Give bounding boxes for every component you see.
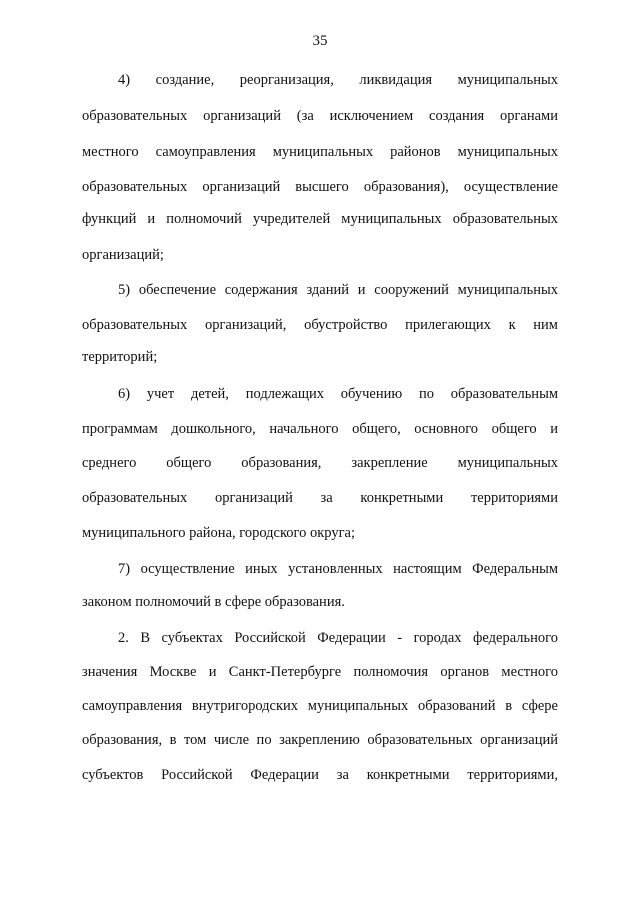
text-line: 7) осуществление иных установленных настоящим Федеральным: [118, 561, 558, 577]
text-line: местного самоуправления муниципальных районов муниципальных: [82, 144, 558, 160]
text-line: 4) создание, реорганизация, ликвидация муниципальных: [118, 72, 558, 88]
text-line: значения Москве и Санкт-Петербурге полномочия органов местного: [82, 664, 558, 680]
text-line: среднего общего образования, закрепление муниципальных: [82, 455, 558, 471]
text-line: функций и полномочий учредителей муниципальных образовательных: [82, 211, 558, 227]
text-line: образовательных организаций, обустройство прилегающих к ним: [82, 317, 558, 333]
text-line: законом полномочий в сфере образования.: [82, 594, 345, 610]
text-line: 6) учет детей, подлежащих обучению по образовательным: [118, 386, 558, 402]
text-line: образовательных организаций за конкретными территориями: [82, 490, 558, 506]
text-line: субъектов Российской Федерации за конкретными территориями,: [82, 767, 558, 783]
text-line: образовательных организаций высшего образования), осуществление: [82, 179, 558, 195]
text-line: самоуправления внутригородских муниципальных образований в сфере: [82, 698, 558, 714]
text-line: организаций;: [82, 247, 164, 263]
text-line: образовательных организаций (за исключением создания органами: [82, 108, 558, 124]
text-line: 5) обеспечение содержания зданий и сооружений муниципальных: [118, 282, 558, 298]
text-line: 2. В субъектах Российской Федерации - городах федерального: [118, 630, 558, 646]
text-line: образования, в том числе по закреплению образовательных организаций: [82, 732, 558, 748]
text-line: программам дошкольного, начального общего, основного общего и: [82, 421, 558, 437]
page-number: 35: [312, 33, 328, 49]
text-line: территорий;: [82, 349, 158, 365]
text-line: муниципального района, городского округа;: [82, 525, 356, 541]
